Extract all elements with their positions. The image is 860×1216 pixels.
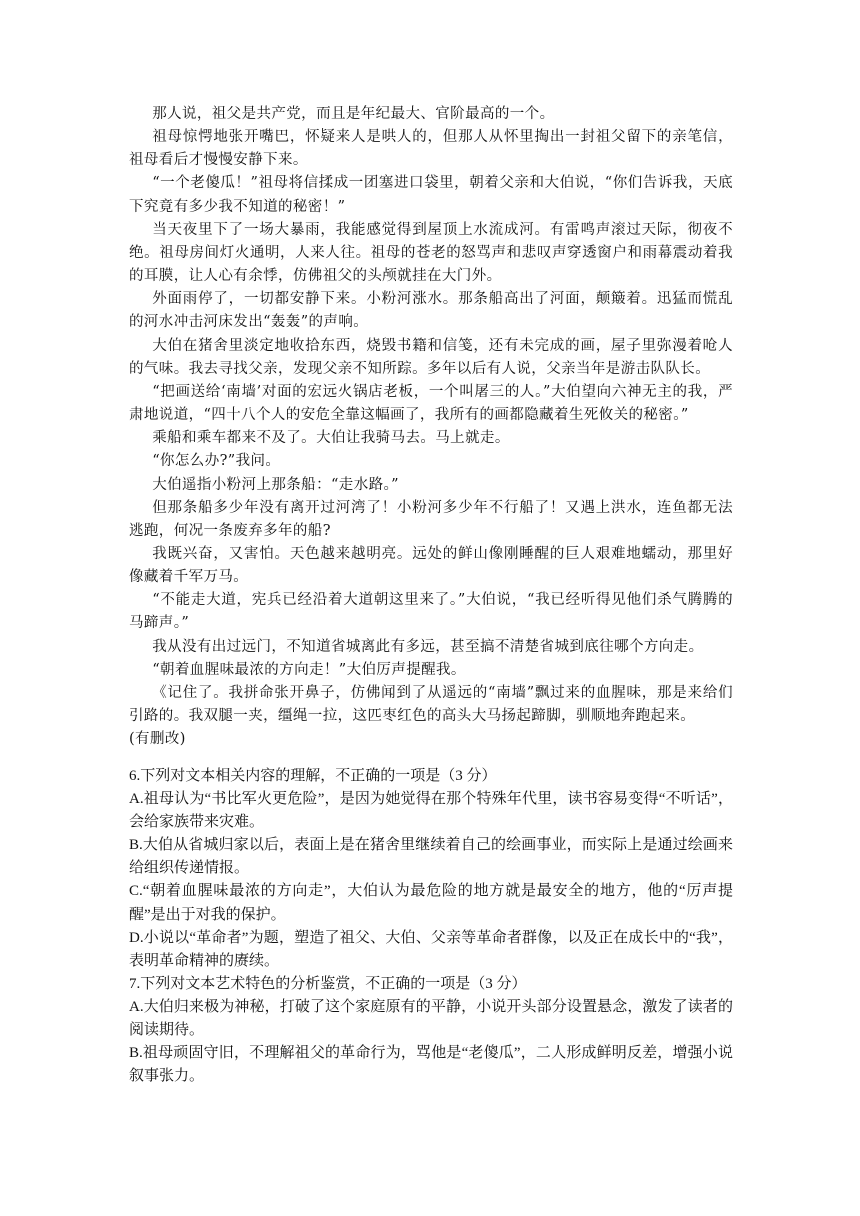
question-6-stem: 6.下列对文本相关内容的理解，不正确的一项是（3 分） bbox=[129, 768, 497, 784]
story-paragraph: 那人说，祖父是共产党，而且是年纪最大、官阶最高的一个。 bbox=[152, 106, 555, 122]
story-paragraph: “你怎么办?”我问。 bbox=[152, 453, 281, 470]
story-paragraph: “把画送给‘南墙’对面的宏远火锅店老板，一个叫屠三的人。”大伯望向六神无主的我，严肃地说道，“四十八个人的安危全靠这幅画了，我所有的画都隐藏着生死攸关的秘密。” bbox=[129, 383, 733, 424]
questions-section bbox=[129, 765, 733, 1088]
question-7-option-a: A.大伯归来极为神秘，打破了这个家庭原有的平静，小说开头部分设置悬念，激发了读者的阅读期待。 bbox=[129, 998, 733, 1039]
question-6-option-b: B.大伯从省城归家以后，表面上是在猪舍里继续着自己的绘画事业，而实际上是通过绘画来给组织传递情报。 bbox=[129, 837, 733, 877]
question-6-option-a: A.祖母认为“书比军火更危险”，是因为她觉得在那个特殊年代里，读书容易变得“不听话”，会给家族带来灾难。 bbox=[129, 791, 733, 831]
story-paragraph: 乘船和乘车都来不及了。大伯让我骑马去。马上就走。 bbox=[152, 430, 510, 447]
story-paragraph: 《记住了。我拼命张开鼻子，仿佛闻到了从遥远的“南墙”飘过来的血腥味，那是来给们引路的。我双腿一夹，缰绳一拉，这匹枣红色的高头大马扬起蹄脚，驯顺地奔跑起来。 bbox=[129, 684, 733, 725]
question-6-option-d: D.小说以“革命者”为题，塑造了祖父、大伯、父亲等革命者群像，以及正在成长中的“我”，表明革命精神的赓续。 bbox=[129, 929, 733, 969]
story-excerpt bbox=[129, 103, 733, 751]
story-paragraph: “一个老傻瓜！”祖母将信揉成一团塞进口袋里，朝着父亲和大伯说，“你们告诉我，天底下究竟有多少我不知道的秘密！” bbox=[129, 175, 733, 215]
story-paragraph: 我从没有出过远门，不知道省城离此有多远，甚至搞不清楚省城到底往哪个方向走。 bbox=[152, 638, 704, 655]
story-paragraph: 外面雨停了，一切都安静下来。小粉河涨水。那条船高出了河面，颠簸着。迅猛而慌乱的河水冲击河床发出“轰轰”的声响。 bbox=[129, 291, 733, 331]
story-paragraph: 但那条船多少年没有离开过河湾了！小粉河多少年不行船了！又遇上洪水，连鱼都无法逃跑，何况一条废弃多年的船? bbox=[129, 499, 733, 539]
question-6-option-c: C.“朝着血腥味最浓的方向走”，大伯认为最危险的地方就是最安全的地方，他的“厉声提醒”是出于对我的保护。 bbox=[129, 883, 733, 923]
story-paragraph: 祖母惊愕地张开嘴巴，怀疑来人是哄人的，但那人从怀里掏出一封祖父留下的亲笔信，祖母看后才慢慢安静下来。 bbox=[129, 129, 733, 169]
edit-note: (有删改) bbox=[129, 731, 186, 748]
story-paragraph: 大伯在猪舍里淡定地收拾东西，烧毁书籍和信笺，还有未完成的画，屋子里弥漫着呛人的气味。我去寻找父亲，发现父亲不知所踪。多年以后有人说，父亲当年是游击队队长。 bbox=[129, 337, 733, 377]
story-paragraph: 当天夜里下了一场大暴雨，我能感觉得到屋顶上水流成河。有雷鸣声滚过天际，彻夜不绝。祖母房间灯火通明，人来人往。祖母的苍老的怒骂声和悲叹声穿透窗户和雨幕震动着我的耳膜，让人心有余悸，仿佛祖父的头颅就挂在大门外。 bbox=[129, 221, 733, 285]
question-7-stem: 7.下列对文本艺术特色的分析鉴赏，不正确的一项是（3 分） bbox=[129, 975, 527, 992]
question-7-option-b: B.祖母顽固守旧，不理解祖父的革命行为，骂他是“老傻瓜”，二人形成鲜明反差，增强小说叙事张力。 bbox=[129, 1045, 733, 1085]
story-paragraph: 我既兴奋，又害怕。天色越来越明亮。远处的鲜山像刚睡醒的巨人艰难地蠕动，那里好像藏着千军万马。 bbox=[129, 545, 733, 586]
story-paragraph: 大伯遥指小粉河上那条船：“走水路。” bbox=[152, 476, 399, 493]
story-paragraph: “不能走大道，宪兵已经沿着大道朝这里来了。”大伯说，“我已经听得见他们杀气腾腾的马蹄声。” bbox=[129, 592, 733, 632]
story-paragraph: “朝着血腥味最浓的方向走！”大伯厉声提醒我。 bbox=[152, 661, 466, 678]
